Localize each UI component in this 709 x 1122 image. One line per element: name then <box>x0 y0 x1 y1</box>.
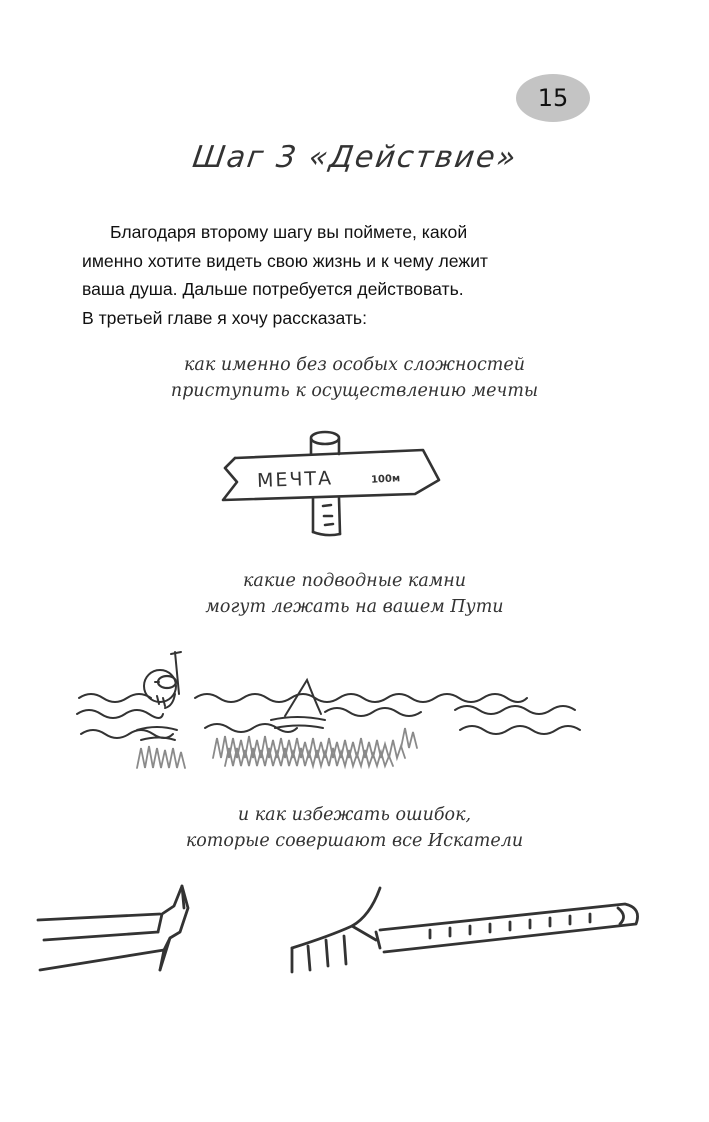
signpost-distance: 100м <box>370 473 401 486</box>
signpost-illustration <box>215 428 455 548</box>
step-title: Шаг 3 «Действие» <box>190 140 520 175</box>
page-number-badge <box>516 74 590 122</box>
point-2-line-1: какие подводные камни <box>242 571 467 591</box>
sea-illustration <box>75 648 595 778</box>
point-2-line-2: могут лежать на вашем Пути <box>205 597 504 617</box>
point-3-line-1: и как избежать ошибок, <box>237 805 472 825</box>
intro-line-2: именно хотите видеть свою жизнь и к чему лежит <box>82 250 488 271</box>
intro-line-3: ваша душа. Дальше потребуется действовать. <box>82 279 464 299</box>
point-1-line-2: приступить к осуществлению мечты <box>170 381 539 401</box>
intro-line-1: Благодаря второму шагу вы поймете, какой <box>110 222 468 242</box>
point-3-text <box>82 802 627 854</box>
intro-line-4: В третьей главе я хочу рассказать: <box>82 307 367 328</box>
point-2-text <box>82 568 627 620</box>
point-3-line-2: которые совершают все Искатели <box>185 831 524 851</box>
point-1-line-1: как именно без особых сложностей <box>183 355 526 375</box>
signpost-word: МЕЧТА <box>256 467 334 493</box>
rakes-illustration <box>30 878 650 988</box>
point-1-text <box>82 352 627 404</box>
intro-paragraph <box>82 218 590 332</box>
page-number: 15 <box>537 84 569 112</box>
